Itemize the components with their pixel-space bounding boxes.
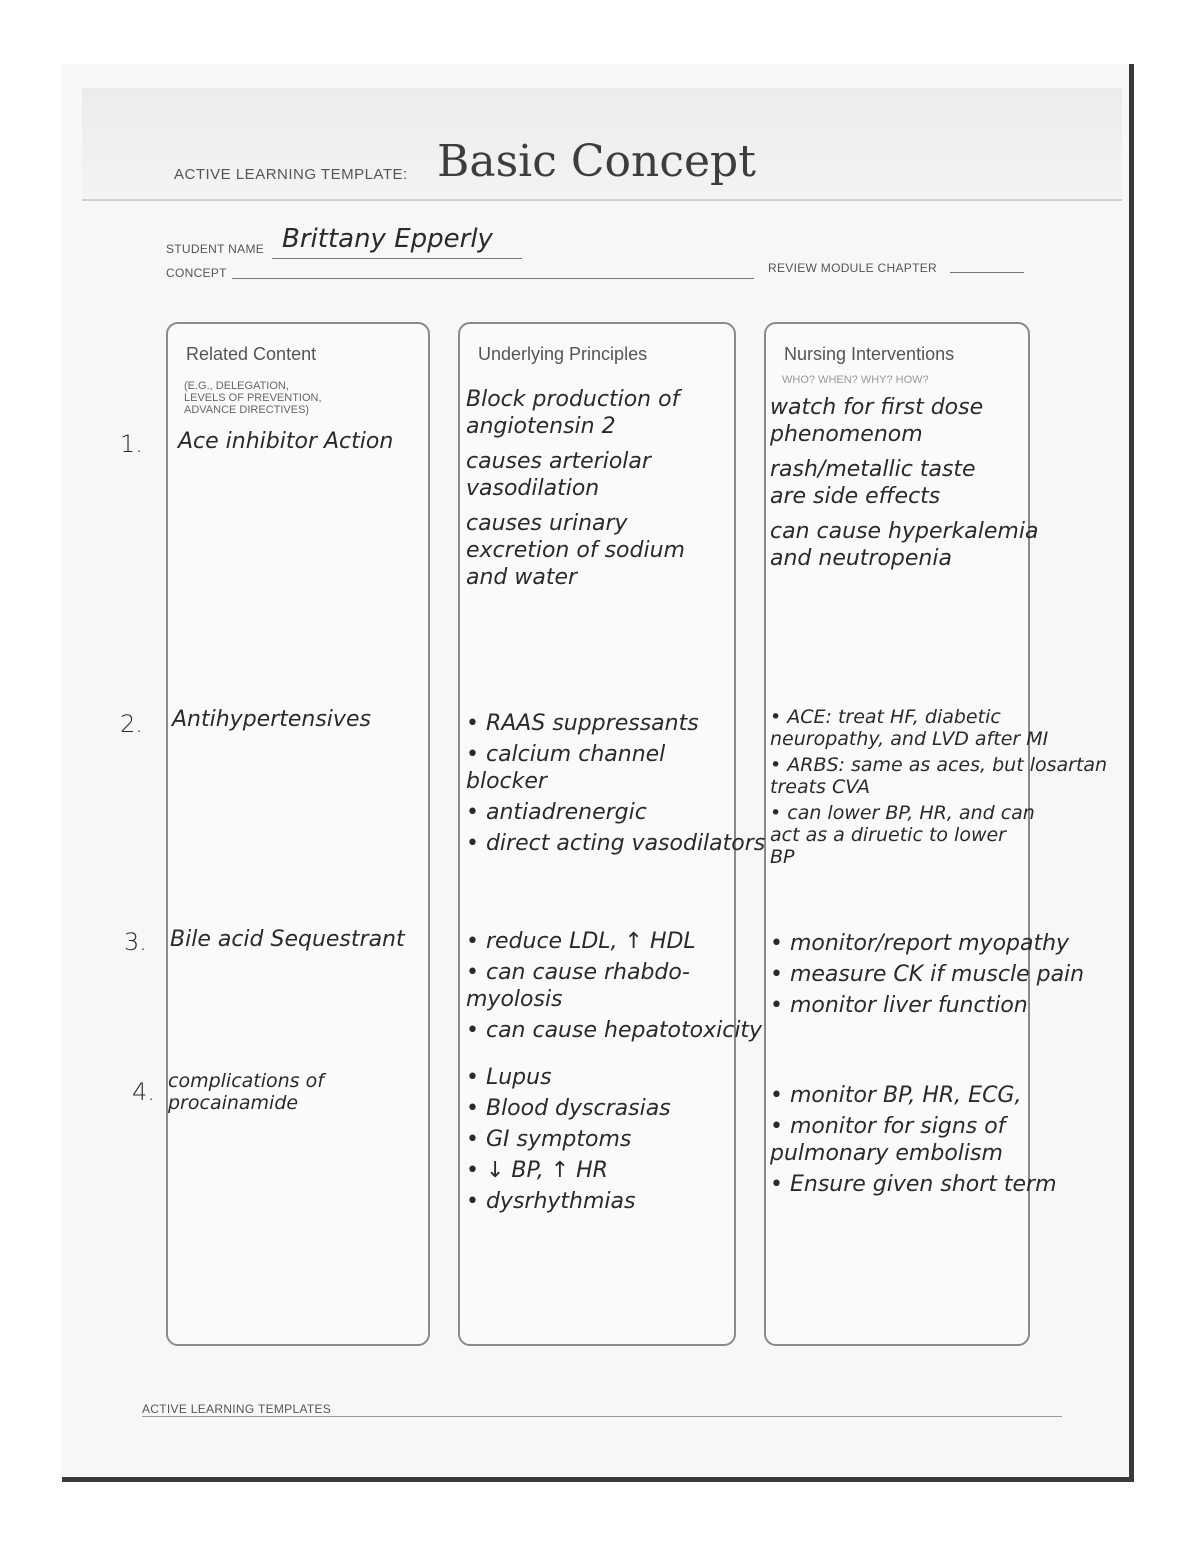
related-content-text: Bile acid Sequestrant: [170, 927, 405, 952]
principle-item: • RAAS suppressants: [466, 711, 699, 736]
principle-item: causes arteriolar vasodilation: [466, 449, 651, 501]
student-name-label: STUDENT NAME: [166, 242, 265, 256]
intervention-item: • Ensure given short term: [770, 1172, 1057, 1197]
principle-item: causes urinary excretion of sodium and water: [466, 511, 685, 590]
row-number: 3.: [124, 928, 147, 956]
student-name-line: [272, 258, 522, 259]
interventions-cell: [770, 706, 1114, 872]
principle-item: • calcium channel blocker: [466, 742, 666, 794]
row-number: 2.: [120, 710, 143, 738]
review-module-line: [950, 272, 1024, 273]
principle-item: • ↓ BP, ↑ HR: [466, 1158, 608, 1183]
principle-item: • can cause hepatotoxicity: [466, 1018, 763, 1043]
header-divider: [82, 199, 1122, 201]
principle-item: • antiadrenergic: [466, 800, 647, 825]
intervention-item: • ACE: treat HF, diabetic neuropathy, and LVD after MI: [770, 706, 1049, 750]
concept-label: CONCEPT: [166, 266, 227, 280]
interventions-cell: [770, 1082, 1110, 1202]
related-content-cell: [178, 428, 428, 463]
principle-item: • reduce LDL, ↑ HDL: [466, 929, 696, 954]
principle-item: • Lupus: [466, 1065, 552, 1090]
intervention-item: • ARBS: same as aces, but losartan treats CVA: [770, 754, 1108, 798]
intervention-item: • can lower BP, HR, and can act as a diruetic to lower BP: [770, 802, 1035, 868]
related-content-subheading: (E.G., DELEGATION, LEVELS OF PREVENTION, ADVANCE DIRECTIVES): [184, 380, 322, 416]
footer-label: ACTIVE LEARNING TEMPLATES: [142, 1402, 332, 1416]
principle-item: • direct acting vasodilators: [466, 831, 766, 856]
principle-item: • can cause rhabdo- myolosis: [466, 960, 690, 1012]
principles-cell: [466, 928, 776, 1048]
related-content-cell: [172, 706, 422, 741]
underlying-principles-heading: Underlying Principles: [478, 344, 648, 364]
principle-item: Block production of angiotensin 2: [466, 387, 680, 439]
concept-line: [232, 278, 754, 279]
intervention-item: rash/metallic taste are side effects: [770, 457, 976, 509]
principle-item: • dysrhythmias: [466, 1189, 636, 1214]
template-label: ACTIVE LEARNING TEMPLATE:: [174, 166, 408, 183]
intervention-item: • monitor liver function: [770, 993, 1028, 1018]
principle-item: • Blood dyscrasias: [466, 1096, 671, 1121]
related-content-cell: [168, 1070, 418, 1122]
nursing-interventions-subheading: WHO? WHEN? WHY? HOW?: [782, 374, 929, 386]
scan-margin: [0, 0, 1200, 68]
related-content-heading: Related Content: [186, 344, 317, 364]
intervention-item: watch for first dose phenomenom: [770, 395, 984, 447]
intervention-item: • monitor BP, HR, ECG,: [770, 1083, 1022, 1108]
row-number: 1.: [120, 430, 143, 458]
review-module-label: REVIEW MODULE CHAPTER: [768, 261, 937, 275]
related-content-text: Antihypertensives: [172, 707, 371, 732]
interventions-cell: [770, 394, 1110, 580]
intervention-item: • monitor/report myopathy: [770, 931, 1070, 956]
intervention-item: • monitor for signs of pulmonary embolism: [770, 1114, 1006, 1166]
principles-cell: [466, 710, 766, 861]
page-title: Basic Concept: [437, 136, 756, 187]
footer-line: [142, 1416, 1062, 1417]
intervention-item: • measure CK if muscle pain: [770, 962, 1085, 987]
related-content-cell: [170, 926, 428, 961]
principles-cell: [466, 386, 756, 599]
related-content-text: Ace inhibitor Action: [178, 429, 394, 454]
nursing-interventions-heading: Nursing Interventions: [784, 344, 955, 364]
principles-cell: [466, 1064, 756, 1219]
intervention-item: can cause hyperkalemia and neutropenia: [770, 519, 1039, 571]
related-content-column: [166, 322, 430, 1346]
related-content-text: complications of procainamide: [168, 1070, 324, 1114]
student-name-value: Brittany Epperly: [282, 224, 493, 254]
row-number: 4.: [132, 1078, 155, 1106]
interventions-cell: [770, 930, 1114, 1023]
worksheet-page: [62, 64, 1134, 1482]
principle-item: • GI symptoms: [466, 1127, 632, 1152]
